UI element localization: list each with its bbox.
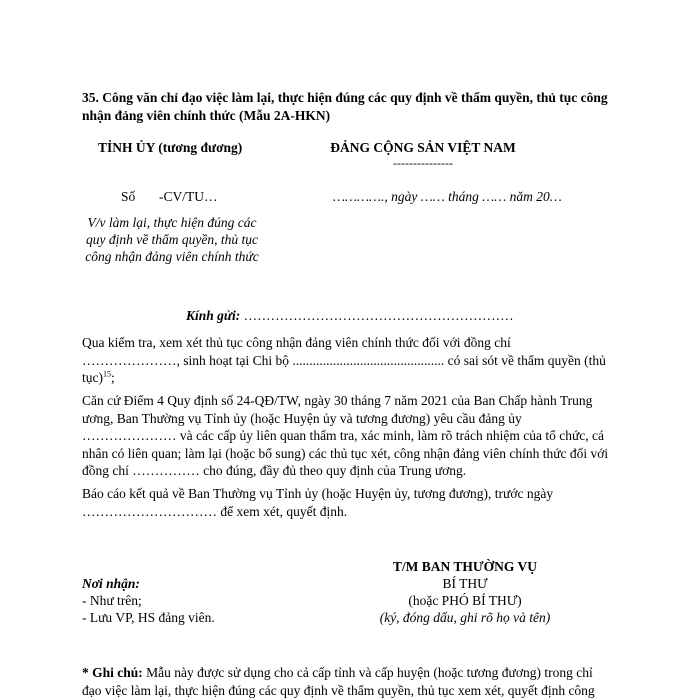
footer-note-label: * Ghi chú: (82, 665, 143, 680)
footer-note-line-2: đạo việc làm lại, thực hiện đúng các quy định về thẩm quyền, thủ tục xem xét, quyết định công (82, 682, 595, 698)
recipient-label: Kính gửi: (186, 308, 241, 323)
p2-line-3: ………………… và các cấp ủy liên quan thẩm tra, xác minh, làm rõ trách nhiệm của tổ chức, cá (82, 428, 605, 443)
party-name: ĐẢNG CỘNG SẢN VIỆT NAM (330, 140, 516, 155)
signature-alt-title: (hoặc PHÓ BÍ THƯ) (408, 593, 522, 608)
signature-title: BÍ THƯ (442, 576, 488, 591)
p2-line-5: đồng chí …………… cho đúng, đầy đủ theo quy định của Trung ương. (82, 463, 467, 478)
p2-line-1: Căn cứ Điểm 4 Quy định số 24-QĐ/TW, ngày 30 tháng 7 năm 2021 của Ban Chấp hành Trung (82, 393, 593, 408)
p2-line-2: ương, Ban Thường vụ Tỉnh ủy (hoặc Huyện ủy và tương đương) yêu cầu đảng ủy (82, 410, 522, 426)
recipients-item-2: - Lưu VP, HS đảng viên. (82, 610, 215, 625)
header-rule: --------------- (393, 156, 453, 170)
paragraph-2 (82, 392, 618, 480)
subject-line-2: quy định về thẩm quyền, thủ tục (85, 232, 259, 247)
p2-line-4: nhân có liên quan; làm lại (hoặc bổ sung) các thủ tục xét, công nhận đảng viên chính thức đối với (82, 445, 609, 461)
signature-note: (ký, đóng dấu, ghi rõ họ và tên) (379, 610, 551, 625)
heading-line-2: nhận đảng viên chính thức (Mẫu 2A-HKN) (82, 108, 331, 123)
p1-line-3: tục)$^{15}$; (82, 369, 115, 385)
recipients-label: Nơi nhận: (82, 576, 140, 591)
doc-number-label: Số (121, 189, 136, 204)
paragraph-3 (82, 485, 618, 520)
subject-line-1: V/v làm lại, thực hiện đúng các (87, 215, 257, 230)
subject-line-3: công nhận đảng viên chính thức (85, 249, 259, 264)
p3-line-1: Báo cáo kết quả về Ban Thường vụ Tỉnh ủy (hoặc Huyện ủy, tương đương), trước ngày (82, 486, 554, 501)
org-name-left: TỈNH ỦY (tương đương) (98, 140, 243, 155)
doc-number-value: -CV/TU… (159, 189, 218, 204)
p3-line-2: ………………………… để xem xét, quyết định. (82, 503, 348, 519)
paragraph-1 (82, 334, 618, 387)
recipients-item-1: - Như trên; (82, 593, 142, 608)
recipients-list (82, 575, 215, 626)
footer-note-line-1: * Ghi chú: Mẫu này được sử dụng cho cả cấp tỉnh và cấp huyện (hoặc tương đương) trong chỉ (82, 665, 593, 680)
footnote-ref: 15 (103, 369, 111, 379)
recipient-line (186, 308, 514, 324)
subject-block (72, 214, 272, 265)
recipient-dots: …………………………………………………… (240, 308, 514, 323)
signature-block (350, 558, 580, 626)
p1-line-1: Qua kiểm tra, xem xét thủ tục công nhận đảng viên chính thức đối với đồng chí (82, 335, 511, 350)
date-line: …………., ngày …… tháng …… năm 20… (333, 189, 562, 204)
signature-on-behalf: T/M BAN THƯỜNG VỤ (392, 559, 538, 574)
heading-line-1: 35. Công văn chỉ đạo việc làm lại, thực hiện đúng các quy định về thẩm quyền, thủ tục công (82, 90, 608, 105)
p1-line-2: …………………, sinh hoạt tại Chi bộ ............................................. có sai sót về thẩm quyền (thủ (82, 352, 606, 368)
footer-note (82, 664, 618, 699)
